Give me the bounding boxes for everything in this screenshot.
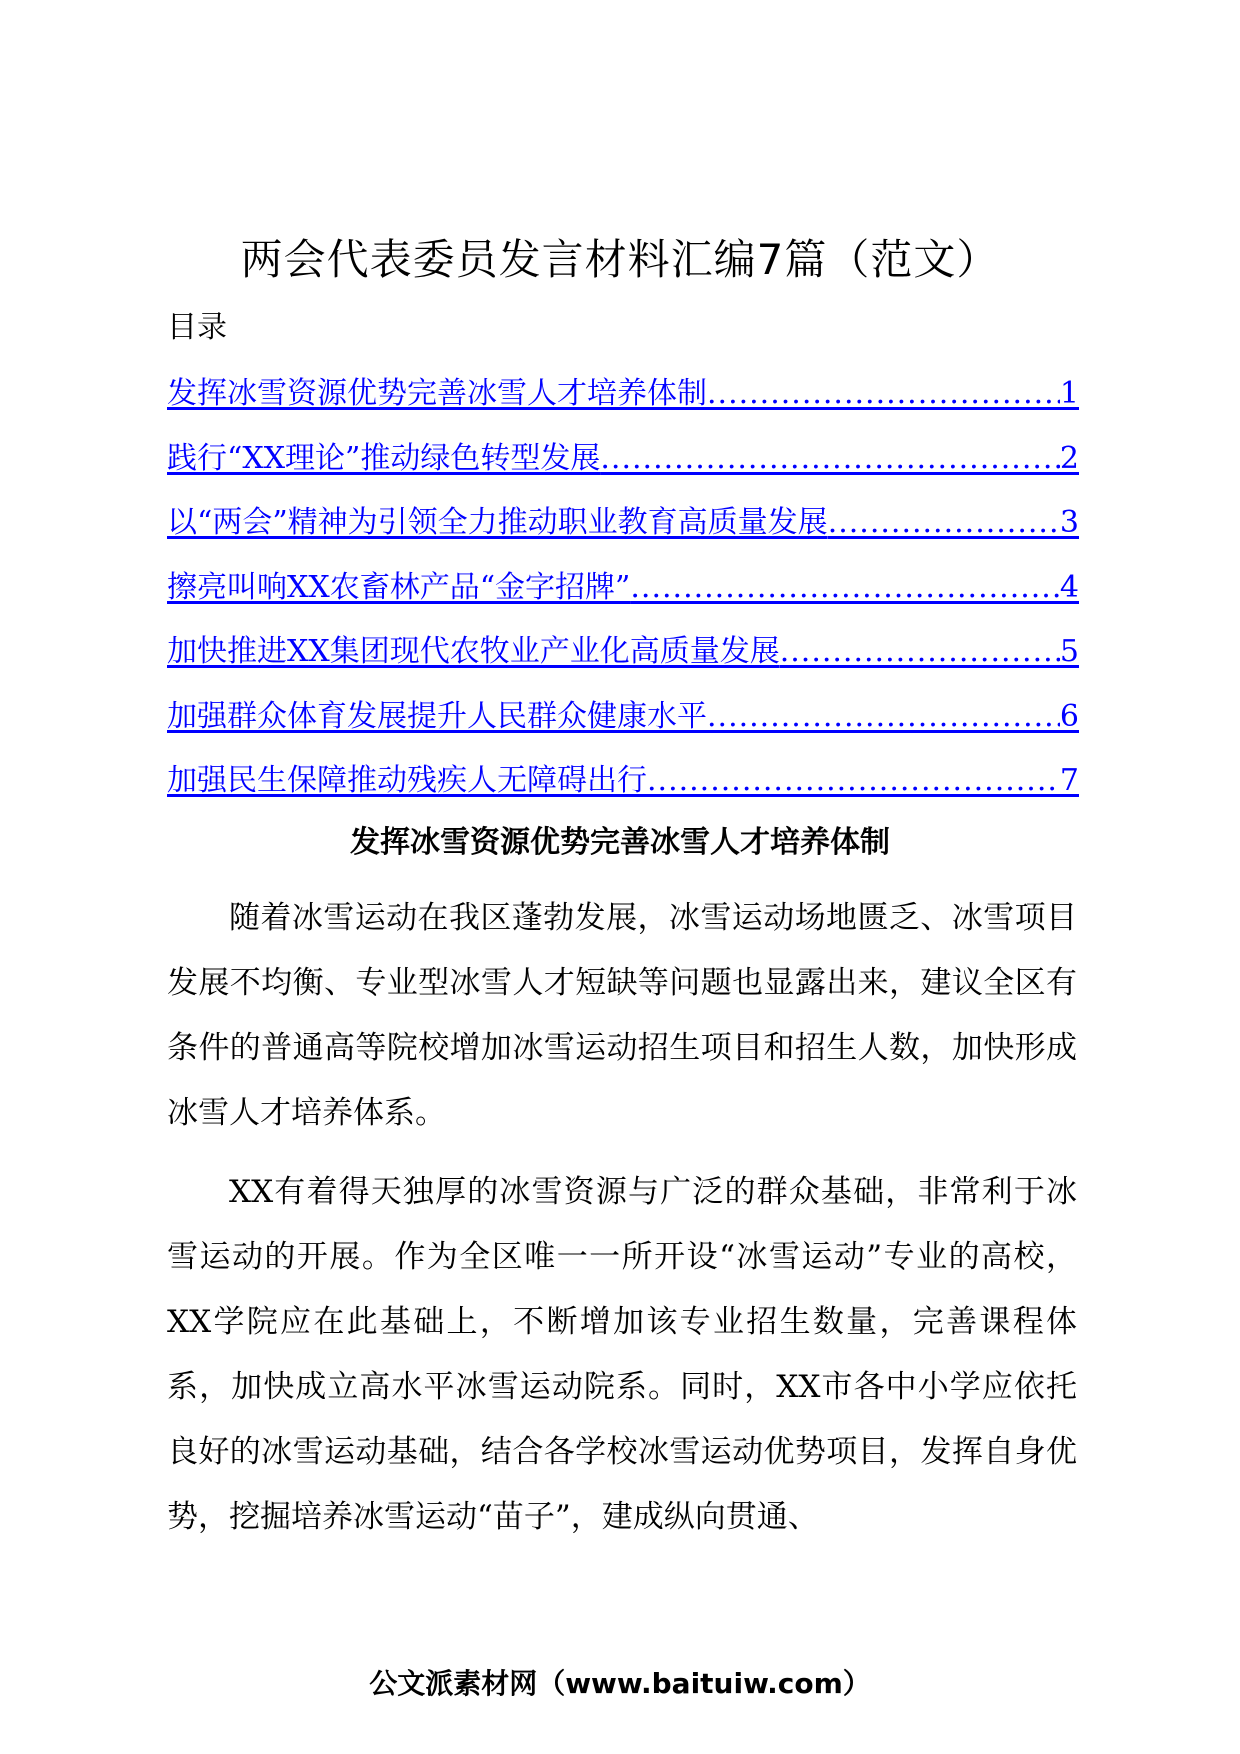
toc-heading: 目录 (167, 310, 227, 345)
body-paragraph: 随着冰雪运动在我区蓬勃发展，冰雪运动场地匮乏、冰雪项目发展不均衡、专业型冰雪人才短缺等问题也显露出来，建议全区有条件的普通高等院校增加冰雪运动招生项目和招生人数，加快形成冰雪人才培养体系。 (167, 900, 1077, 1131)
toc-dot-leader (828, 501, 1060, 545)
toc-link-5[interactable] (167, 630, 1079, 695)
toc-entry-title: 发挥冰雪资源优势完善冰雪人才培养体制 (167, 376, 707, 411)
toc-page-number: 3 (1059, 505, 1079, 540)
toc-page-number: 5 (1059, 634, 1079, 669)
toc-page-number: 1 (1059, 376, 1079, 411)
toc-link-6[interactable] (167, 695, 1079, 760)
toc-entry-title: 践行“XX理论”推动绿色转型发展 (167, 440, 601, 476)
toc-link-2[interactable] (167, 437, 1079, 502)
toc-link-1[interactable] (167, 372, 1079, 437)
body-paragraph: XX有着得天独厚的冰雪资源与广泛的群众基础，非常利于冰雪运动的开展。作为全区唯一一所开设“冰雪运动”专业的高校，XX学院应在此基础上，不断增加该专业招生数量，完善课程体系，加快成立高水平冰雪运动院系。同时，XX市各中小学应依托良好的冰雪运动基础，结合各学校冰雪运动优势项目，发挥自身优势，挖掘培养冰雪运动“苗子”，建成纵向贯通、 (167, 1174, 1077, 1535)
toc-dot-leader (707, 695, 1060, 739)
toc-dot-leader (630, 566, 1060, 610)
section-heading: 发挥冰雪资源优势完善冰雪人才培养体制 (350, 825, 890, 860)
toc-link-7[interactable] (167, 759, 1079, 824)
toc-page-number: 2 (1059, 440, 1079, 476)
toc-page-number: 4 (1059, 569, 1079, 605)
toc-link-4[interactable] (167, 566, 1079, 631)
footer-watermark: 公文派素材网（www.baituiw.com） (369, 1667, 871, 1700)
toc-entry-title: 加强群众体育发展提升人民群众健康水平 (167, 698, 707, 734)
toc-dot-leader (780, 630, 1060, 674)
table-of-contents (167, 372, 1079, 824)
toc-page-number: 6 (1059, 698, 1079, 734)
toc-dot-leader (600, 437, 1060, 481)
toc-entry-title: 加快推进XX集团现代农牧业产业化高质量发展 (167, 634, 780, 669)
toc-entry-title: 擦亮叫响XX农畜林产品“金字招牌” (167, 569, 631, 605)
toc-dot-leader (707, 372, 1060, 416)
toc-entry-title: 加强民生保障推动残疾人无障碍出行 (167, 763, 647, 798)
toc-link-3[interactable] (167, 501, 1079, 566)
toc-dot-leader (647, 759, 1060, 803)
toc-page-number: 7 (1059, 763, 1079, 798)
document-title: 两会代表委员发言材料汇编7篇（范文） (240, 235, 1000, 284)
toc-entry-title: 以“两会”精神为引领全力推动职业教育高质量发展 (167, 505, 828, 540)
